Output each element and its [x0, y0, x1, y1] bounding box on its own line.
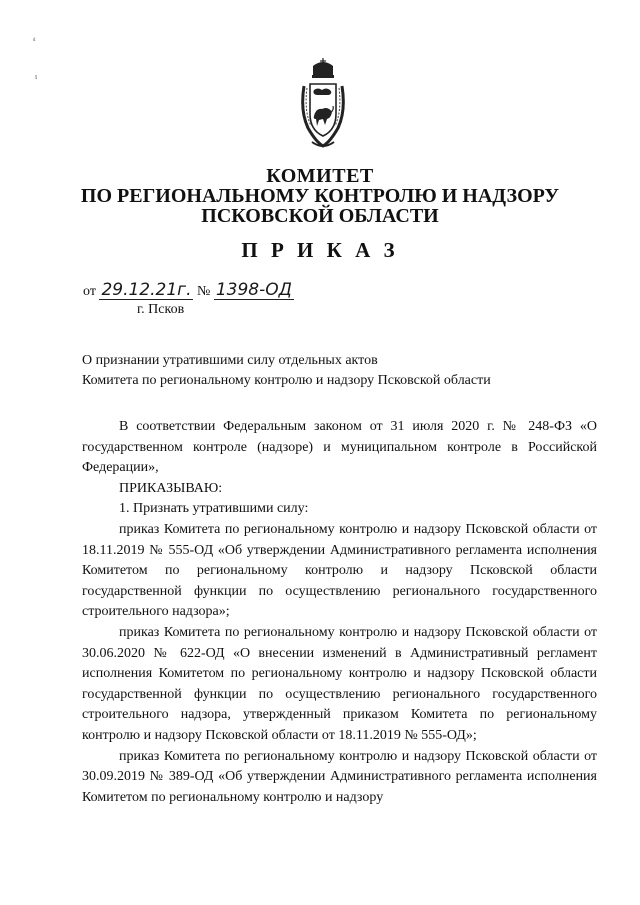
- document-type: П Р И К А З: [241, 238, 399, 262]
- margin-mark: ι: [35, 72, 38, 81]
- act-paragraph: приказ Комитета по региональному контролю и надзору Псковской области от 30.06.2020 № 622-ОД «О внесении изменений в Административный регламент исполнения Комитетом по региональному контролю и надзору Псковской области государственной функции по осуществлению регионального государственного строительного надзора, утвержденный приказом Комитета по региональному контролю и надзору Псковской области от 18.11.2019 № 555-ОД»;: [82, 624, 597, 743]
- order-body: [82, 417, 597, 808]
- committee-region-line: ПСКОВСКОЙ ОБЛАСТИ: [201, 205, 439, 227]
- coat-of-arms-icon: [298, 56, 348, 156]
- order-date: 29.12.21г.: [101, 280, 192, 300]
- from-label: от: [83, 284, 96, 299]
- act-paragraph: приказ Комитета по региональному контролю и надзору Псковской области от 18.11.2019 № 555-ОД «Об утверждении Административного регламента исполнения Комитетом по региональному контролю и надзору Псковской области государственной функции по осуществлению регионального государственного строительного надзора»;: [82, 521, 597, 620]
- command-paragraph: ПРИКАЗЫВАЮ:: [119, 480, 223, 496]
- margin-mark: ᵈ: [33, 36, 36, 45]
- city: г. Псков: [137, 302, 185, 317]
- act-paragraph: приказ Комитета по региональному контролю и надзору Псковской области от 30.09.2019 № 389-ОД «Об утверждении Административного регламента исполнения Комитетом по региональному контролю и надзору: [82, 748, 597, 805]
- order-subject: [82, 351, 602, 391]
- committee-name-line: ПО РЕГИОНАЛЬНОМУ КОНТРОЛЮ И НАДЗОРУ: [80, 185, 560, 207]
- order-number: 1398-ОД: [215, 280, 292, 300]
- preamble-paragraph: В соответствии Федеральным законом от 31 июля 2020 г. № 248-ФЗ «О государственном контроле (надзоре) и муниципальном контроле в Российской Федерации»,: [82, 419, 597, 476]
- number-label: №: [196, 284, 211, 299]
- subject-line: О признании утратившими силу отдельных актов: [82, 353, 378, 368]
- order-date-number-line: [83, 282, 294, 300]
- item-paragraph: 1. Признать утратившими силу:: [119, 501, 309, 517]
- subject-line: Комитета по региональному контролю и надзору Псковской области: [82, 373, 491, 388]
- committee-title: КОМИТЕТ: [266, 165, 374, 187]
